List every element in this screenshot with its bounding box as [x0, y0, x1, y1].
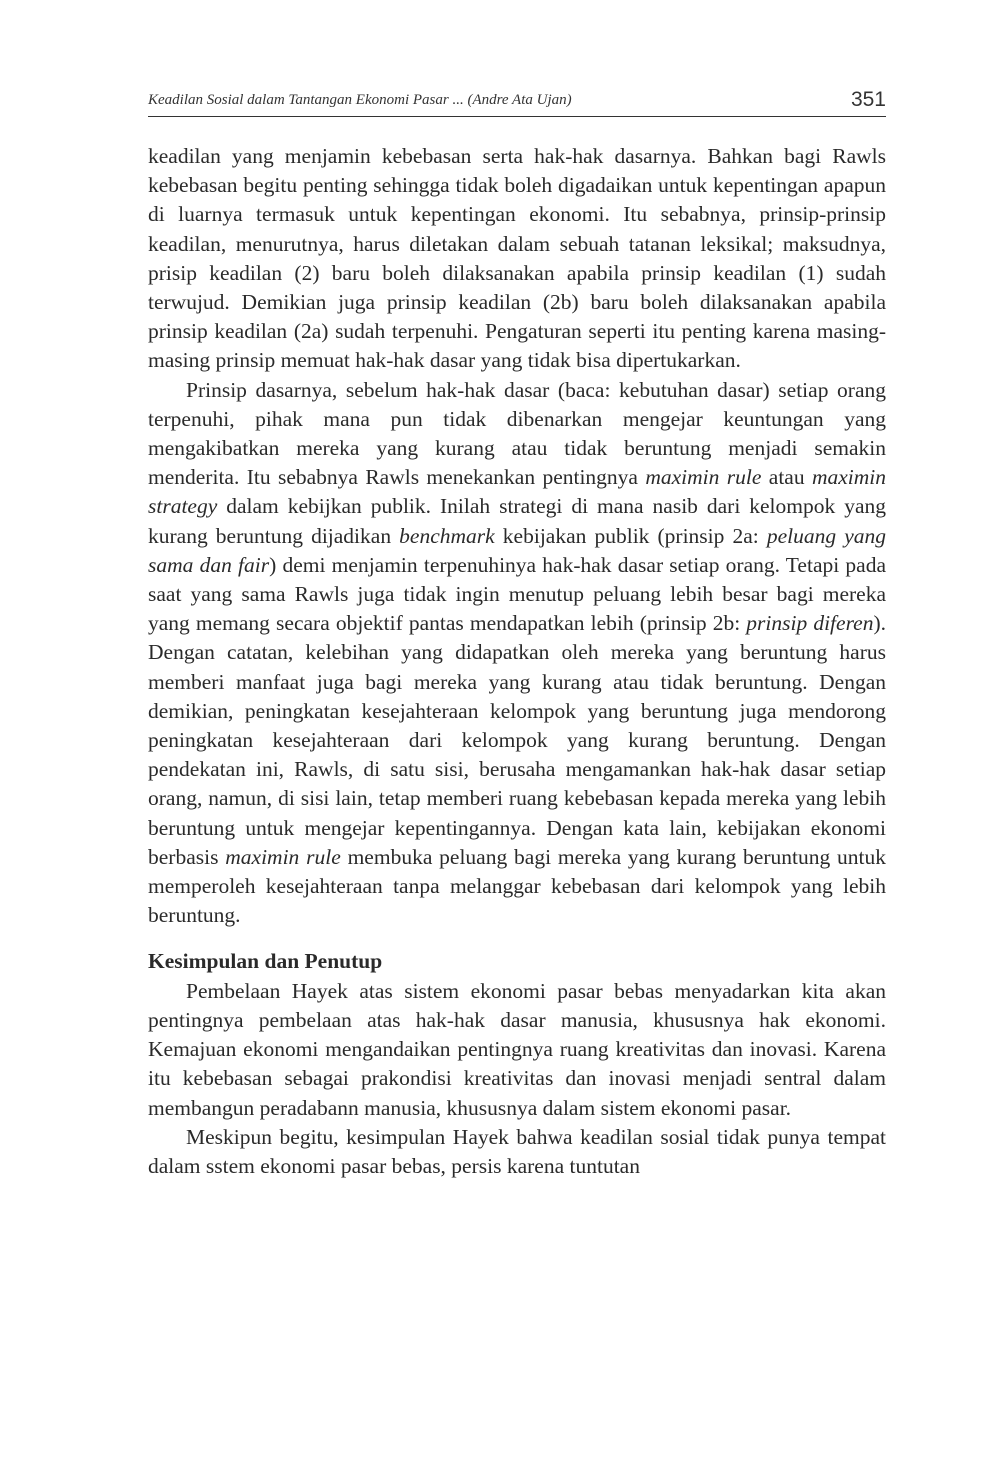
text-run: ) demi menjamin terpenuhinya hak-hak dasar setiap orang. Tetapi pada saat yang sama Rawls juga tidak ingin menutup peluang lebih besar bagi mereka yang memang secara objektif pantas mendapatkan lebih (prinsip 2b: [148, 552, 886, 636]
text-run: atau [761, 465, 812, 490]
page-number: 351 [850, 88, 886, 111]
paragraph-2 [148, 376, 886, 931]
body-text [148, 142, 886, 1181]
paragraph-3: Pembelaan Hayek atas sistem ekonomi pasar bebas menyadarkan kita akan pentingnya pembelaan atas hak-hak dasar manusia, khususnya hak ekonomi. Kemajuan ekonomi mengandaikan pentingnya ruang kreativitas dan inovasi. Karena itu kebebasan sebagai prakondisi kreativitas dan inovasi menjadi sentral dalam membangun peradabann manusia, khususnya dalam sistem ekonomi pasar. [148, 978, 886, 1120]
text-run: Prinsip dasarnya, sebelum hak-hak dasar (baca: kebutuhan dasar) setiap orang terpenuhi, pihak mana pun tidak dibenarkan mengejar keuntungan yang mengakibatkan mereka yang kurang atau tidak beruntung menjadi semakin menderita. Itu sebabnya Rawls menekankan pentingnya [148, 377, 886, 490]
italic-term: benchmark [399, 523, 495, 548]
text-run: ). Dengan catatan, kelebihan yang didapatkan oleh mereka yang beruntung harus memberi manfaat juga bagi mereka yang kurang atau tidak beruntung. Dengan demikian, peningkatan kesejahteraan kelompok yang beruntung juga mendorong peningkatan kesejahteraan dari kelompok yang kurang beruntung. Dengan pendekatan ini, Rawls, di satu sisi, berusaha mengamankan hak-hak dasar setiap orang, namun, di sisi lain, tetap memberi ruang kebebasan kepada mereka yang lebih beruntung untuk mengejar kepentingannya. Dengan kata lain, kebijakan ekonomi berbasis [148, 611, 886, 869]
italic-term: prinsip diferen [746, 611, 874, 636]
section-heading: Kesimpulan dan Penutup [148, 949, 383, 974]
italic-term: maximin strategy [148, 465, 886, 519]
text-run: kebijakan publik (prinsip 2a: [494, 523, 767, 548]
italic-term: maximin rule [225, 844, 341, 869]
text-run: dalam kebijkan publik. Inilah strategi di mana nasib dari kelompok yang kurang beruntung dijadikan [148, 494, 886, 548]
running-title: Keadilan Sosial dalam Tantangan Ekonomi Pasar ... (Andre Ata Ujan) [148, 92, 572, 108]
text-run: membuka peluang bagi mereka yang kurang beruntung untuk memperoleh kesejahteraan tanpa melanggar kebebasan dari kelompok yang lebih beruntung. [148, 844, 887, 928]
running-header [148, 88, 886, 117]
italic-term: peluang yang sama dan fair [148, 523, 886, 577]
paragraph-1: keadilan yang menjamin kebebasan serta hak-hak dasarnya. Bahkan bagi Rawls kebebasan begitu penting sehingga tidak boleh digadaikan untuk kepentingan apapun di luarnya termasuk untuk kepentingan ekonomi. Itu sebabnya, prinsip-prinsip keadilan, menurutnya, harus diletakan dalam sebuah tatanan leksikal; maksudnya, prisip keadilan (2) baru boleh dilaksanakan apabila prinsip keadilan (1) sudah terwujud. Demikian juga prinsip keadilan (2b) baru boleh dilaksanakan apabila prinsip keadilan (2a) sudah terpenuhi. Pengaturan seperti itu penting karena masing-masing prinsip memuat hak-hak dasar yang tidak bisa dipertukarkan. [148, 144, 886, 373]
paragraph-4: Meskipun begitu, kesimpulan Hayek bahwa keadilan sosial tidak punya tempat dalam sstem ekonomi pasar bebas, persis karena tuntutan [148, 1124, 886, 1178]
italic-term: maximin rule [645, 465, 762, 490]
